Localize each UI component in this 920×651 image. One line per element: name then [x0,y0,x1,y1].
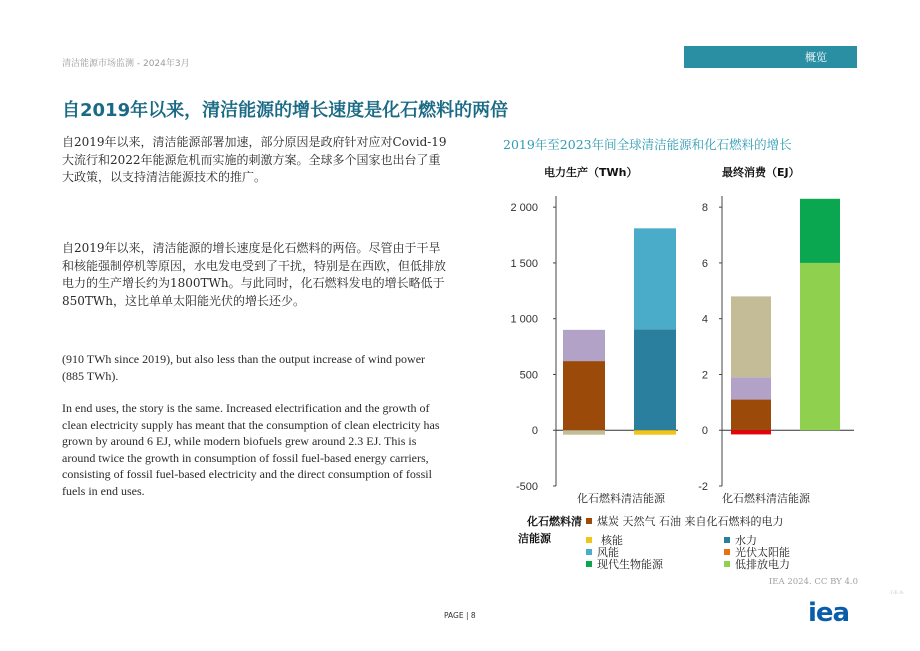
bar-segment-1-0-来自化石燃料的电力 [731,430,771,434]
legend-fossil-row [586,513,784,529]
bar-segment-1-1-现代生物能源 [800,199,840,263]
paragraph-4: In end uses, the story is the same. Increased electrification and the growth of clean electricity supply has meant that the consumption of clean electricity has grown by around 6 EJ, while modern biofuels grew around 2.3 EJ. This is around twice the growth in consumption of fossil fuel-based energy carriers, consisting of fossil fuel-based electricity and the direct consumption of fossil fuels in end uses. [62,401,440,498]
panel-power-plot [510,196,678,493]
legend-swatch-low-emission [724,561,730,567]
legend-label-low-emission: 低排放电力 [735,558,790,571]
y-tick-label: 6 [701,257,708,270]
y-tick-label: 1 000 [510,313,538,326]
legend-group-fossil: 化石燃料清 [527,515,582,528]
section-tab[interactable]: 概览 [684,46,857,68]
legend-swatch-coal [586,518,592,524]
y-tick-label: 2 000 [510,202,538,215]
bar-segment-0-1-风能 [634,228,676,329]
legend-swatch-hydro [724,537,730,543]
category-label-power: 化石燃料清洁能源 [577,492,665,505]
legend-label-hydro: 水力 [735,534,757,547]
panel-label-final-consumption: 最终消费（EJ） [722,166,800,179]
legend-fossil-text: 煤炭 天然气 石油 来自化石燃料的电力 [597,515,784,528]
y-tick-label: -500 [515,481,538,493]
bar-segment-1-0-石油 [731,296,771,377]
legend-label-solar: 光伏太阳能 [735,546,790,559]
legend-swatch-bioenergy [586,561,592,567]
page-title: 自2019年以来，清洁能源的增长速度是化石燃料的两倍 [62,100,509,121]
report-header: 清洁能源市场监测 - 2024年3月 [62,59,190,69]
source-note: IEA 2024. CC BY 4.0 [768,577,858,587]
page-number: PAGE | 8 [444,611,476,620]
iea-logo[interactable]: iea [808,598,850,628]
legend-group-clean: 洁能源 [518,532,551,545]
paragraph-3: (910 TWh since 2019), but also less than the output increase of wind power (885 TWh). [62,352,426,383]
y-tick-label: 500 [519,369,538,382]
legend-label-nuclear: 核能 [601,534,623,547]
panel-label-power: 电力生产（TWh） [544,166,638,179]
y-tick-label: 0 [701,425,708,438]
legend-swatch-nuclear [586,537,592,543]
chart-title: 2019年至2023年间全球清洁能源和化石燃料的增长 [503,137,792,152]
y-tick-label: 8 [701,202,708,215]
bar-segment-1-0-天然气 [731,377,771,399]
paragraph-1: 自2019年以来，清洁能源部署加速，部分原因是政府针对应对Covid-19大流行和2022年能源危机而实施的刺激方案。全球多个国家也出台了重大政策，以支持清洁能源技术的推广。 [62,135,447,184]
legend-label-bioenergy: 现代生物能源 [597,558,663,571]
bar-segment-1-1-低排放电力 [800,263,840,430]
bar-segment-0-1-水力 [634,329,676,430]
paragraph-2: 自2019年以来，清洁能源的增长速度是化石燃料的两倍。尽管由于干旱和核能强制停机等原因，水电发电受到了干扰，特别是在西欧，但低排放电力的生产增长约为1800TWh。与此同时，化石燃料发电的增长略低于850TWh，这比单单太阳能光伏的增长还少。 [62,241,447,308]
legend-swatch-wind [586,549,592,555]
y-tick-label: 2 [701,369,708,382]
bar-segment-0-0-石油 [563,430,605,434]
y-tick-label: -2 [698,481,708,493]
panel-consumption-plot [698,196,854,493]
y-tick-label: 4 [701,313,708,326]
y-tick-label: 1 500 [510,257,538,270]
bar-segment-0-0-天然气 [563,330,605,361]
y-tick-label: 0 [531,425,538,438]
chart-svg [500,180,860,510]
bar-segment-1-0-煤炭 [731,400,771,431]
edge-watermark: ·I·E·A· [889,590,905,596]
legend-label-wind: 风能 [597,546,619,559]
legend-swatch-solar [724,549,730,555]
bar-segment-0-0-煤炭 [563,361,605,430]
category-label-consumption: 化石燃料清洁能源 [722,492,810,505]
legend-item-low-emission [724,556,790,572]
legend-item-bioenergy [586,556,663,572]
bar-segment-0-1-核能 [634,430,676,434]
